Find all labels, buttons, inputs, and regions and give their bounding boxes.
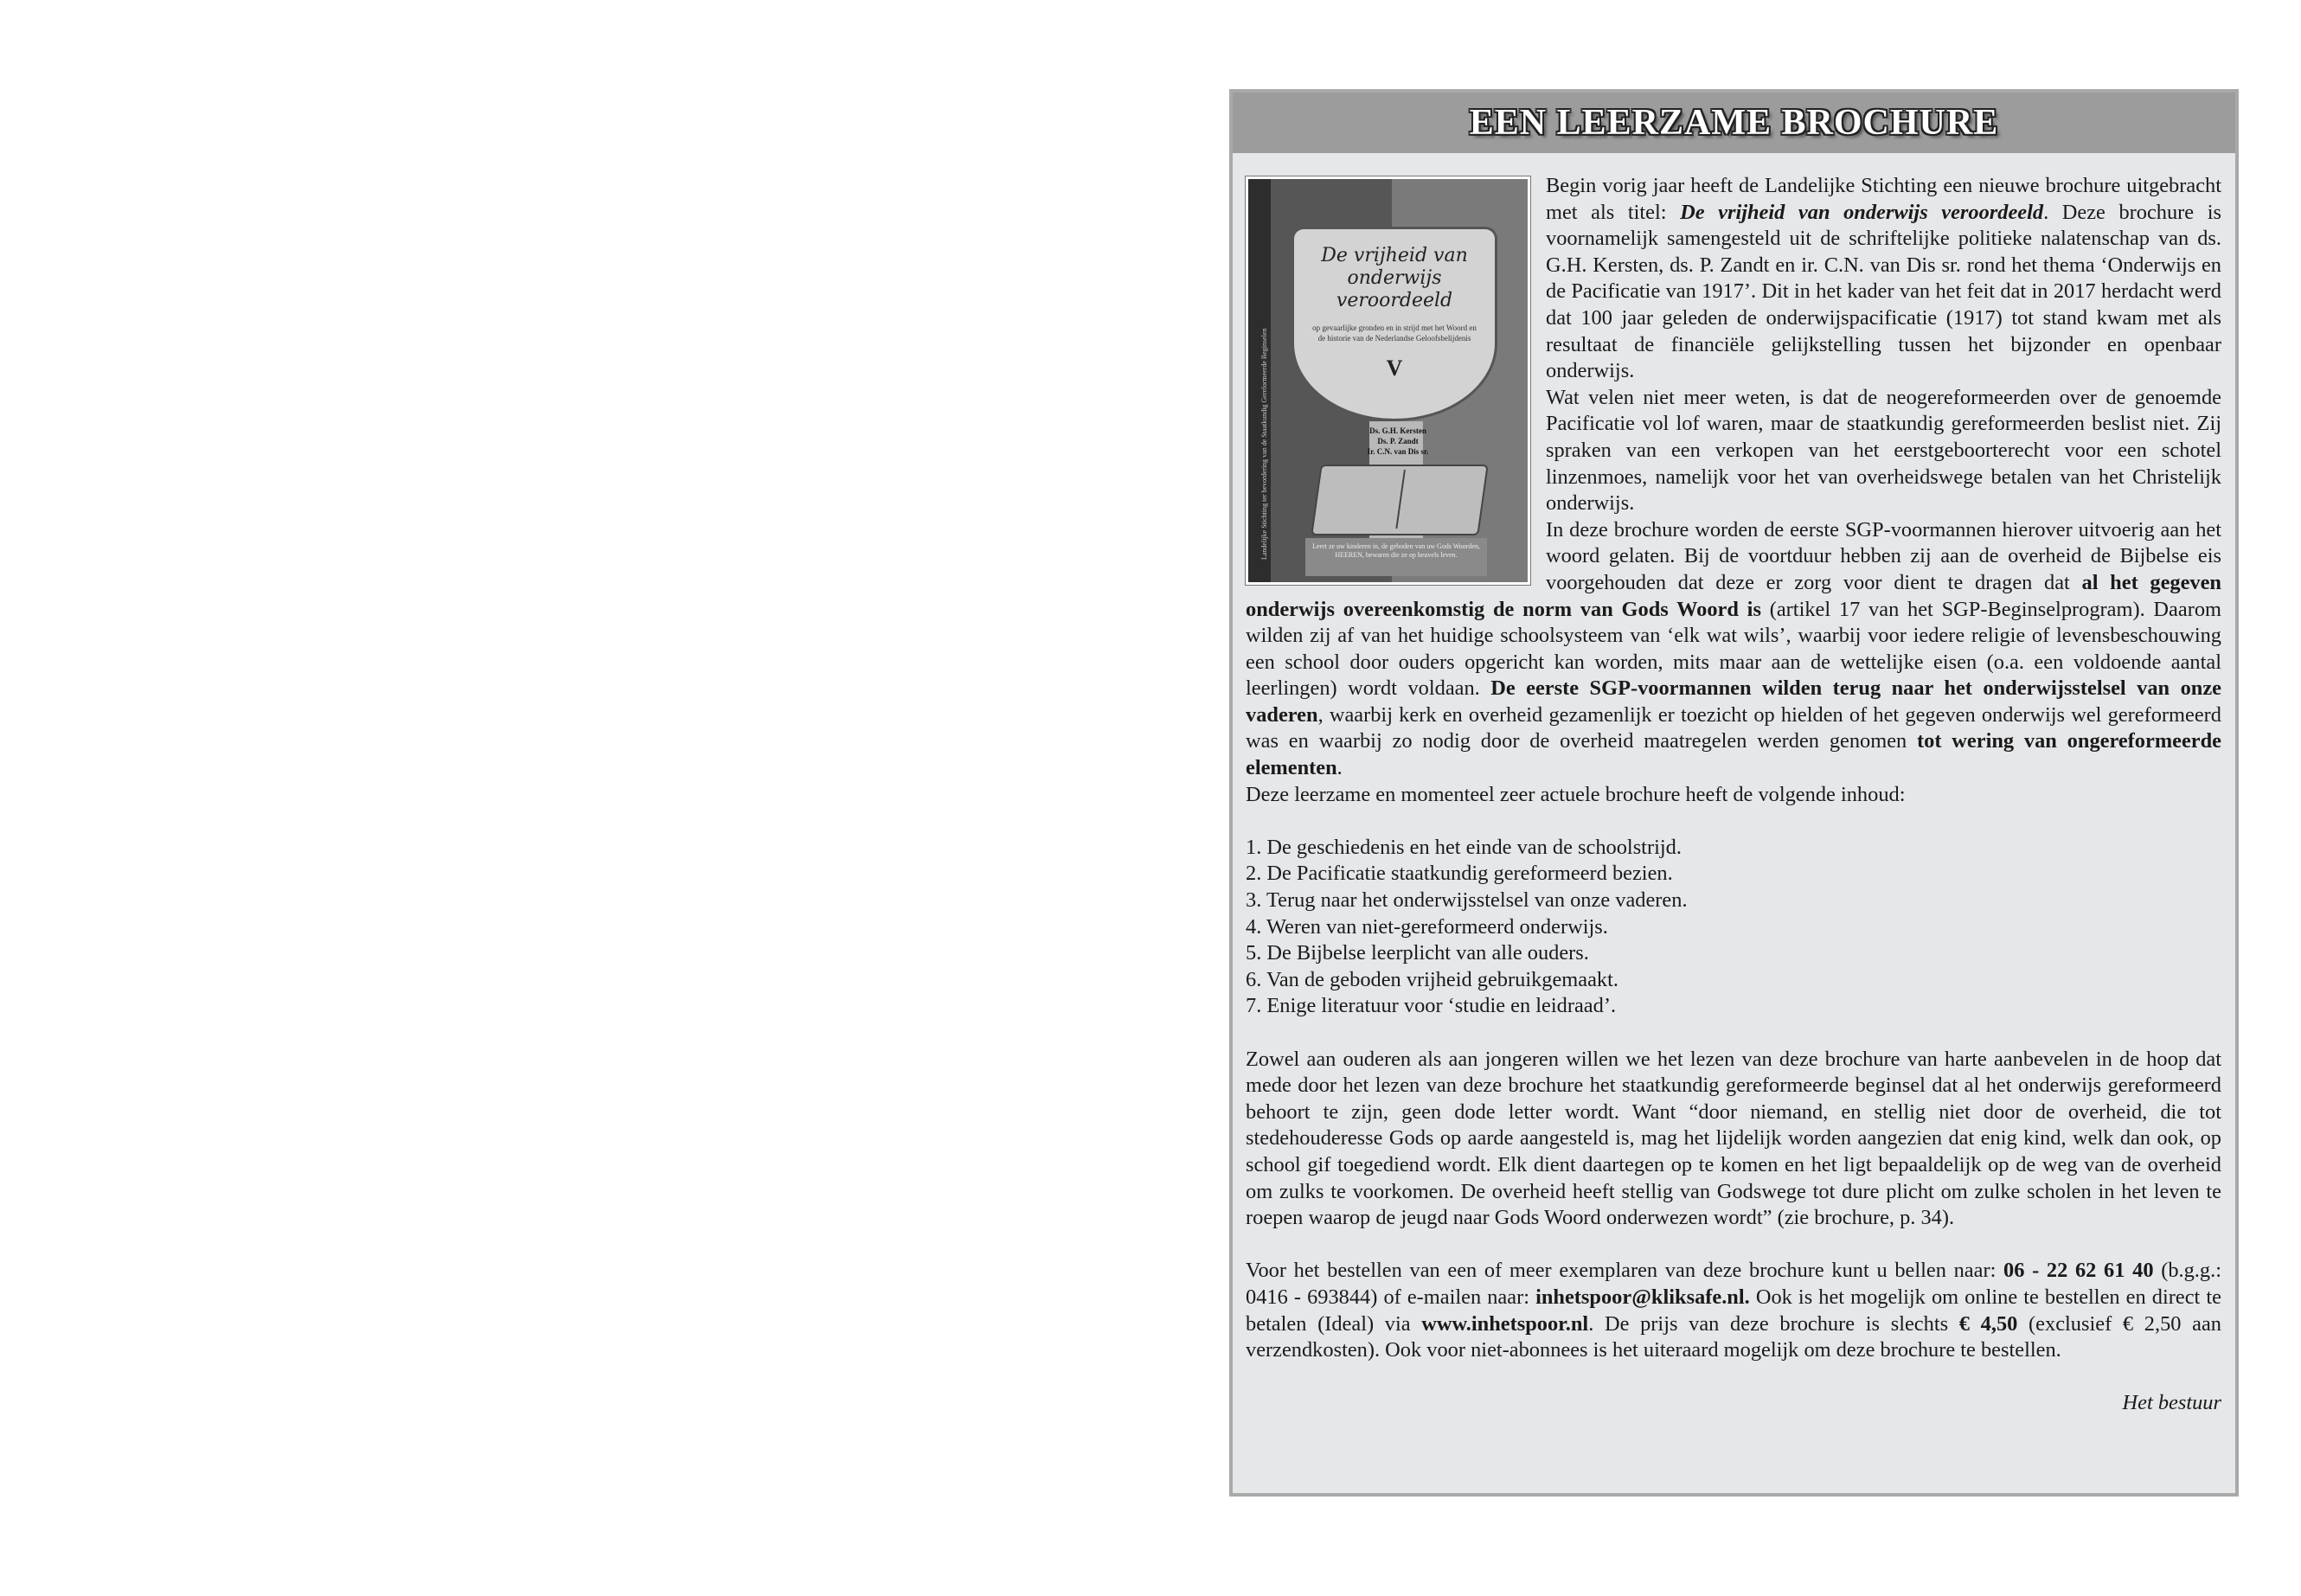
paragraph-pacificatie: Wat velen niet meer weten, is dat de neogereformeerden over de genoemde Pacificatie vol lof waren, maar de staatkundig gereformeerden beslist niet. Zij spraken van een verkopen van het eerstgeboorterecht voor een schotel linzenmoes, namelijk voor het van overheidswege betalen van het Christelijk onderwijs. — [1546, 385, 2221, 516]
brochure-title: De vrijheid van onderwijs veroordeeld — [1680, 200, 2044, 224]
cover-author: Ds. G.H. Kersten — [1369, 426, 1426, 435]
cover-authors — [1359, 426, 1437, 457]
signature: Het bestuur — [2122, 1391, 2221, 1415]
website-address: www.inhetspoor.nl — [1421, 1311, 1589, 1336]
emphasis: De eerste SGP-voormannen wilden terug naar het onderwijsstelsel van onze vaderen — [1246, 676, 2221, 727]
text: (exclusief € 2,50 aan verzendkosten). Ook voor niet-abonnees is het uiteraard mogelijk om deze brochure te bestellen. — [1246, 1311, 2221, 1362]
text: (b.g.g.: 0416 - 693844) of e-mailen naar: — [1246, 1259, 2221, 1309]
list-item: 3. Terug naar het onderwijsstelsel van onze vaderen. — [1246, 888, 1688, 913]
cover-shield — [1292, 227, 1497, 421]
cover-book-icon — [1311, 465, 1489, 535]
text: Begin vorig jaar heeft de Landelijke Stichting een nieuwe brochure uitgebracht met als titel: — [1546, 174, 2221, 224]
emphasis: tot wering van ongereformeerde elementen — [1246, 729, 2222, 780]
list-item: 2. De Pacificatie staatkundig gereformeerd bezien. — [1246, 862, 1673, 886]
text: (artikel 17 van het SGP-Beginselprogram). Daarom wilden zij af van het huidige schoolsysteem van ‘elk wat wils’, waarbij voor iedere religie of levensbeschouwing een school door ouders opgericht kan worden, mits maar aan de wettelijke eisen (o.a. een voldoende aantal leerlingen) wordt voldaan. — [1246, 597, 2221, 701]
text: Ook is het mogelijk om online te bestellen en direct te betalen (Ideal) via — [1246, 1285, 2221, 1336]
price: € 4,50 — [1958, 1311, 2018, 1336]
list-item: 4. Weren van niet-gereformeerd onderwijs. — [1246, 914, 1608, 939]
text: , waarbij kerk en overheid gezamenlijk er toezicht op hielden of het gegeven onderwijs wel gereformeerd was en waarbij zo nodig door de overheid maatregelen werden genomen — [1246, 702, 2221, 753]
cover-quote: Leert ze uw kinderen in, de geboden van uw Gods Woorden, HEEREN, bewaren die ze op heuvels leven. — [1305, 538, 1487, 576]
text: In deze brochure worden de eerste SGP-voormannen hierover uitvoerig aan het woord gelaten. Bij de voortduur hebben zij aan de overheid de Bijbelse eis voorgehouden dat deze er zorg voor dient te dragen dat — [1546, 517, 2221, 594]
paragraph-contents-intro: Deze leerzame en momenteel zeer actuele brochure heeft de volgende inhoud: — [1246, 782, 1906, 806]
list-item: 1. De geschiedenis en het einde van de schoolstrijd. — [1246, 835, 1682, 859]
list-item: 5. De Bijbelse leerplicht van alle ouders. — [1246, 941, 1589, 965]
phone-number: 06 - 22 62 61 40 — [2003, 1259, 2154, 1283]
cover-numeral: V — [1386, 356, 1403, 381]
article-title: EEN LEERZAME BROCHURE — [1469, 103, 1999, 143]
cover-subtitle: op gevaarlijke gronden en in strijd met het Woord en de historie van de Nederlandse Geloofsbelijdenis — [1312, 324, 1477, 343]
email-address: inhetspoor@kliksafe.nl. — [1535, 1285, 1750, 1309]
article-panel — [1229, 89, 2239, 1497]
text: Voor het bestellen van een of meer exemplaren van deze brochure kunt u bellen naar: — [1246, 1259, 2004, 1283]
text: . De prijs van deze brochure is slechts — [1588, 1311, 1959, 1336]
cover-publisher: Landelijke Stichting ter bevordering van de Staatkundig Gereformeerde Beginselen — [1260, 328, 1268, 560]
table-of-contents — [1246, 835, 2221, 1020]
cover-author: Ir. C.N. van Dis sr. — [1367, 447, 1429, 456]
brochure-cover-image — [1246, 176, 1530, 585]
cover-title: De vrijheid van onderwijs veroordeeld — [1321, 245, 1468, 311]
paragraph-recommendation: Zowel aan ouderen als aan jongeren willen we het lezen van deze brochure van harte aanbevelen in de hoop dat mede door het lezen van deze brochure het staatkundig gereformeerde beginsel dat al het onderwijs gereformeerd behoort te zijn, geen dode letter wordt. Want “door niemand, en stellig niet door de overheid, die tot stedehouderesse Gods op aarde aangesteld is, mag het lijdelijk worden aangezien dat enig kind, welk dan ook, op school gif toegediend wordt. Elk dient daartegen op te komen en het ligt bepaaldelijk op de weg van de overheid om zulks te voorkomen. De overheid heeft stellig van Godswege tot dure plicht om zulke scholen in het leven te roepen waarop de jeugd naar Gods Woord onderwezen wordt” (zie brochure, p. 34). — [1246, 1047, 2221, 1230]
paragraph-ordering — [1246, 1258, 2221, 1363]
text: . — [1336, 756, 1343, 780]
cover-author: Ds. P. Zandt — [1377, 437, 1419, 445]
emphasis: al het gegeven onderwijs overeenkomstig de norm van Gods Woord is — [1246, 570, 2222, 621]
title-bar — [1233, 93, 2235, 153]
text: . Deze brochure is voornamelijk samengesteld uit de schriftelijke politieke nalatenschap van ds. G.H. Kersten, ds. P. Zandt en ir. C.N. van Dis sr. rond het thema ‘Onderwijs en de Pacificatie van 1917’. Dit in het kader van het feit dat in 2017 herdacht werd dat 100 jaar geleden de onderwijspacificatie (1917) tot stand kwam met als resultaat de financiële gelijkstelling tussen het bijzonder en openbaar onderwijs. — [1546, 200, 2221, 383]
article-body — [1246, 173, 2221, 1417]
list-item: 6. Van de geboden vrijheid gebruikgemaakt. — [1246, 967, 1619, 991]
list-item: 7. Enige literatuur voor ‘studie en leidraad’. — [1246, 994, 1617, 1018]
